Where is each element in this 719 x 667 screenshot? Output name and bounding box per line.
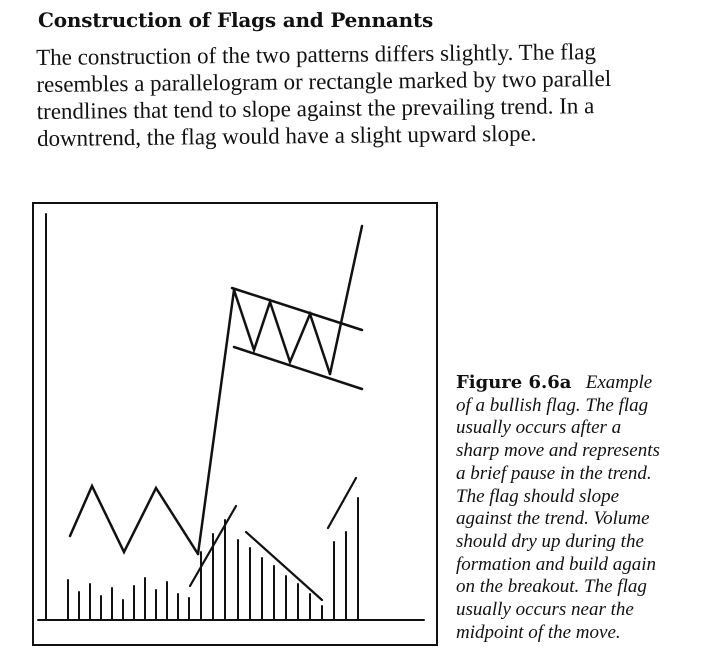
breakout-line [330,226,362,374]
volume-breakout-line [328,478,356,528]
caption-line: sharp move and represents [456,440,660,462]
flag-zigzag [234,290,330,374]
bullish-flag-figure [32,202,438,646]
price-line-prior-trend [70,486,198,554]
caption-line: usually occurs after a [456,417,622,439]
flag-lower-trendline [234,347,362,389]
flag-upper-trendline [232,288,362,330]
caption-line: Example [585,372,653,393]
paragraph-line: trendlines that tend to slope against the prevailing trend. In a [36,93,595,124]
paragraph-line: downtrend, the flag would have a slight upward slope. [36,120,537,151]
flag-diagram [32,202,438,646]
volume-decline-line [246,532,322,600]
caption-line: of a bullish flag. The flag [456,394,649,416]
volume-bars [68,498,358,620]
figure-caption [456,372,696,644]
caption-line: should dry up during the [456,530,644,552]
body-paragraph [36,37,705,152]
caption-line: formation and build again [456,553,657,575]
flag-pole [198,290,234,554]
caption-line: a brief pause in the trend. [456,462,652,484]
section-heading: Construction of Flags and Pennants [38,8,434,32]
caption-line: usually occurs near the [456,599,634,621]
figure-label: Figure 6.6a [456,372,572,393]
caption-line: against the trend. Volume [456,508,650,530]
figure-frame [33,203,437,645]
caption-line: on the breakout. The flag [456,576,647,598]
paragraph-line: The construction of the two patterns differs slightly. The flag [36,39,596,70]
caption-line: midpoint of the move. [456,621,621,643]
paragraph-line: resembles a parallelogram or rectangle marked by two parallel [36,65,612,97]
caption-line: The flag should slope [456,485,620,507]
